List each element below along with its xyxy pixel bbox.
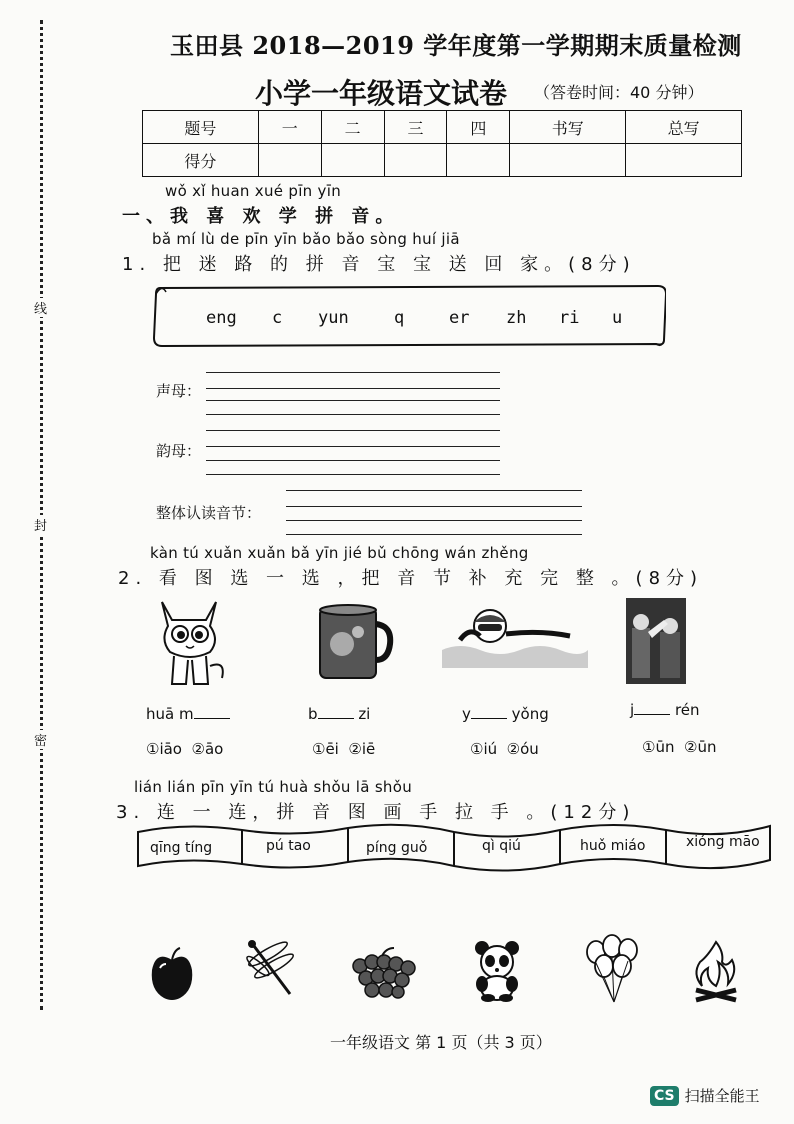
syllable-q[interactable]: q: [394, 308, 405, 328]
score-cell[interactable]: [321, 144, 384, 177]
balloons-picture[interactable]: [582, 934, 646, 1006]
q3-word-2[interactable]: pú tao: [266, 838, 311, 854]
q2-item3-option2[interactable]: ②óu: [506, 740, 539, 758]
q3-word-3[interactable]: píng guǒ: [366, 840, 428, 856]
score-cell[interactable]: [510, 144, 626, 177]
score-header-cell: 二: [321, 111, 384, 144]
q2-item4-blank[interactable]: [634, 700, 670, 715]
q1-pinyin: bǎ mí lù de pīn yīn bǎo bǎo sòng huí jiā: [152, 230, 460, 248]
syllable-yun[interactable]: yun: [318, 308, 349, 328]
q2-item4-option2[interactable]: ②ūn: [684, 738, 717, 756]
answer-line-initials-2[interactable]: [206, 388, 500, 389]
swimmer-picture: [440, 606, 590, 670]
margin-mark-seal: 封: [34, 515, 47, 534]
q2-item2-option2[interactable]: ②iē: [348, 740, 376, 758]
answer-line-finals-2[interactable]: [206, 446, 500, 447]
grapes-picture[interactable]: [346, 946, 418, 1000]
score-table-score-row: [143, 144, 742, 177]
syllable-c[interactable]: c: [272, 308, 283, 328]
q2-title: 2. 看 图 选 一 选 ，把 音 节 补 充 完 整 。(8分): [118, 568, 704, 589]
section1-pinyin: wǒ xǐ huan xué pīn yīn: [165, 182, 342, 200]
exam-time-note: （答卷时间：40 分钟）: [534, 83, 704, 102]
answer-line-initials-4[interactable]: [206, 414, 500, 415]
answer-line-whole-4[interactable]: [286, 534, 582, 535]
q2-item4-options: [642, 738, 716, 756]
q2-item1-blank[interactable]: [194, 704, 230, 719]
q2-item3-post: yǒng: [511, 705, 549, 723]
q2-item3-option1[interactable]: ①iú: [470, 740, 498, 758]
q2-item3-pre: y: [462, 705, 471, 723]
soldiers-picture: [626, 598, 686, 684]
q2-item4-option1[interactable]: ①ūn: [642, 738, 675, 756]
score-cell[interactable]: [626, 144, 742, 177]
q2-item2-pre: b: [308, 705, 318, 723]
answer-line-finals-3[interactable]: [206, 460, 500, 461]
q2-item4-pre: j: [630, 701, 635, 719]
q2-item2-options: [312, 740, 375, 758]
panda-picture[interactable]: [468, 938, 528, 1002]
fire-picture[interactable]: [688, 938, 744, 1004]
dragonfly-picture[interactable]: [240, 940, 310, 1004]
score-header-cell: 题号: [143, 111, 259, 144]
q2-item1-option1[interactable]: ①iāo: [146, 740, 182, 758]
exam-title-line1: 玉田县 2018—2019 学年度第一学期期末质量检测: [170, 31, 742, 60]
syllable-u[interactable]: u: [612, 308, 623, 328]
score-table-header-row: [143, 111, 742, 144]
margin-mark-secret: 密: [34, 730, 47, 749]
score-header-cell: 三: [384, 111, 447, 144]
q2-pinyin: kàn tú xuǎn xuǎn bǎ yīn jié bǔ chōng wán zhěng: [150, 544, 529, 562]
q2-item1-syllable: [146, 704, 230, 723]
answer-line-whole-2[interactable]: [286, 506, 582, 507]
answer-line-finals-4[interactable]: [206, 474, 500, 475]
q2-item1-option2[interactable]: ②āo: [191, 740, 224, 758]
score-table: [142, 110, 742, 177]
q2-item1-pre: huā m: [146, 705, 194, 723]
label-initials: 声母：: [156, 382, 202, 400]
q2-item2-syllable: [308, 704, 370, 723]
apple-picture[interactable]: [148, 946, 196, 1002]
cat-picture: [150, 594, 230, 690]
q2-item3-options: [470, 740, 539, 758]
margin-mark-line: 线: [34, 298, 47, 317]
syllable-ri[interactable]: ri: [559, 308, 580, 328]
q2-item2-option1[interactable]: ①ēi: [312, 740, 339, 758]
answer-line-whole-1[interactable]: [286, 490, 582, 491]
q3-wave-band: [136, 822, 772, 878]
answer-line-whole-3[interactable]: [286, 520, 582, 521]
q2-item4-post: rén: [674, 701, 700, 719]
q3-word-1[interactable]: qīng tíng: [150, 840, 213, 856]
score-cell[interactable]: [258, 144, 321, 177]
answer-line-initials-3[interactable]: [206, 400, 500, 401]
q2-item3-blank[interactable]: [471, 704, 507, 719]
q3-word-4[interactable]: qì qiú: [482, 838, 521, 854]
q3-pinyin: lián lián pīn yīn tú huà shǒu lā shǒu: [134, 778, 413, 796]
syllable-eng[interactable]: eng: [206, 308, 237, 328]
syllable-er[interactable]: er: [449, 308, 470, 328]
mug-picture: [316, 602, 394, 682]
q2-item2-post: zi: [358, 705, 371, 723]
section1-title: 一、我 喜 欢 学 拼 音。: [122, 206, 400, 227]
scanner-badge-text: 扫描全能王: [684, 1087, 760, 1105]
label-whole-syllables: 整体认读音节：: [156, 504, 262, 522]
score-header-cell: 四: [447, 111, 510, 144]
answer-line-initials-1[interactable]: [206, 372, 500, 373]
syllable-zh[interactable]: zh: [506, 308, 527, 328]
score-cell[interactable]: [447, 144, 510, 177]
q3-word-5[interactable]: huǒ miáo: [580, 838, 646, 854]
label-finals: 韵母：: [156, 442, 202, 460]
q3-title: 3. 连 一 连，拼 音 图 画 手 拉 手 。(12分): [116, 802, 636, 823]
score-header-cell: 书写: [510, 111, 626, 144]
q2-item4-syllable: [630, 700, 700, 719]
score-header-cell: 总写: [626, 111, 742, 144]
q3-word-6[interactable]: xióng māo: [686, 834, 760, 850]
answer-line-finals-1[interactable]: [206, 430, 500, 431]
q2-item3-syllable: [462, 704, 549, 723]
scanner-logo-icon: CS: [650, 1086, 679, 1106]
page-footer: 一年级语文 第 1 页（共 3 页）: [330, 1033, 552, 1052]
score-row-label: 得分: [143, 144, 259, 177]
q2-item1-options: [146, 740, 223, 758]
exam-title-line2: 小学一年级语文试卷: [255, 77, 508, 110]
scanner-badge: [650, 1085, 760, 1106]
score-cell[interactable]: [384, 144, 447, 177]
q2-item2-blank[interactable]: [318, 704, 354, 719]
q1-title: 1. 把 迷 路 的 拼 音 宝 宝 送 回 家。(8分): [122, 254, 636, 275]
score-header-cell: 一: [258, 111, 321, 144]
